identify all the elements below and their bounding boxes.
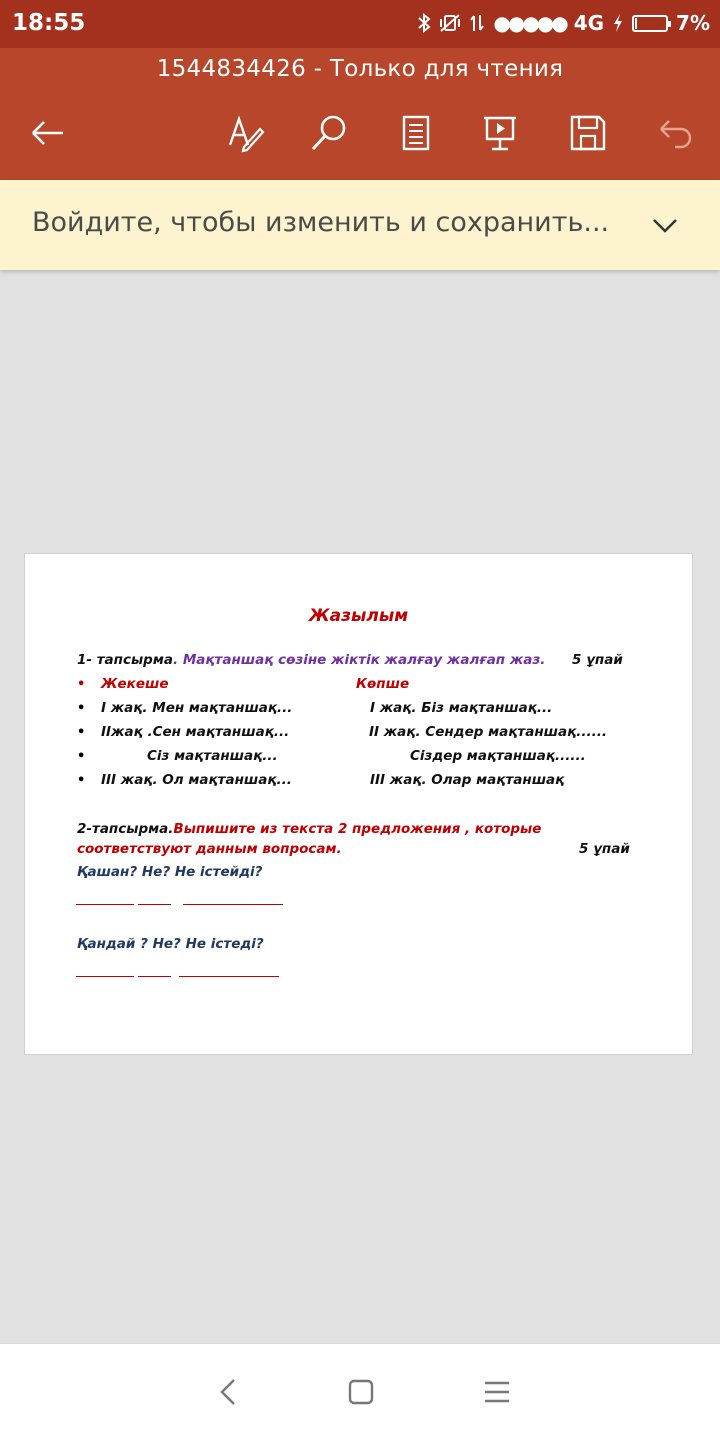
row2-plural: ІІ жақ. Сендер мақтаншақ...... [369, 724, 608, 740]
answer-blank [76, 904, 134, 905]
status-icons [417, 11, 710, 35]
bullet: • [77, 749, 86, 764]
col-plural-header: Көпше [356, 676, 410, 692]
task1-label: 1- тапсырма [77, 652, 173, 668]
back-nav-icon[interactable] [210, 1374, 246, 1410]
bullet: • [77, 701, 86, 716]
task2-points: 5 ұпай [579, 841, 630, 857]
search-button[interactable] [306, 110, 352, 156]
row3-plural: Сіздер мақтаншақ...... [410, 748, 586, 764]
status-bar [0, 0, 720, 48]
slide-title: Жазылым [308, 606, 409, 626]
edit-pen-icon [226, 113, 266, 153]
status-time: 18:55 [12, 10, 86, 36]
task2-instruction-line1: Выпишите из текста 2 предложения , которые [173, 821, 542, 837]
answer-blank [138, 904, 171, 905]
signal-dots-icon: ●●●●● [493, 11, 566, 35]
undo-button[interactable] [652, 110, 698, 156]
task2-instruction-line2: соответствуют данным вопросам. [77, 841, 342, 857]
chevron-down-icon[interactable] [650, 210, 680, 240]
task1-instruction: . Мақтаншақ сөзіне жіктік жалғау жалғап жаз. [172, 652, 546, 668]
vibrate-icon [439, 13, 461, 33]
back-button[interactable] [24, 110, 70, 156]
task2-label: 2-тапсырма. [77, 821, 174, 837]
app-bar [0, 48, 720, 180]
task1-points: 5 ұпай [572, 652, 623, 668]
col-singular-header: Жекеше [101, 676, 169, 692]
back-icon [27, 113, 67, 153]
answer-blank [76, 976, 134, 977]
question-2: Қандай ? Не? Не істеді? [77, 936, 264, 952]
question-1: Қашан? Не? Не істейді? [77, 864, 263, 880]
bullet: • [77, 773, 86, 788]
row3-singular: Сіз мақтаншақ... [147, 748, 278, 764]
bluetooth-icon [417, 13, 431, 33]
signin-banner[interactable] [0, 180, 720, 270]
slide [24, 553, 693, 1055]
save-button[interactable] [565, 110, 611, 156]
answer-blank [183, 904, 283, 905]
undo-icon [655, 113, 695, 153]
battery-icon [632, 15, 668, 32]
bullet: • [77, 677, 86, 692]
present-icon [480, 113, 520, 153]
home-nav-icon[interactable] [343, 1374, 379, 1410]
row2-singular: ІІжақ .Сен мақтаншақ... [101, 724, 290, 740]
task2-line [77, 821, 541, 837]
answer-blank [138, 976, 171, 977]
navigation-bar [0, 1343, 720, 1440]
row1-plural: І жақ. Біз мақтаншақ... [370, 700, 553, 716]
row1-singular: І жақ. Мен мақтаншақ... [101, 700, 293, 716]
outline-view-button[interactable] [393, 110, 439, 156]
battery-percent: 7% [676, 11, 710, 35]
row4-singular: ІІІ жақ. Ол мақтаншақ... [101, 772, 292, 788]
data-arrows-icon [469, 13, 485, 33]
network-type: 4G [573, 11, 605, 35]
signin-banner-text: Войдите, чтобы изменить и сохранить... [32, 207, 610, 238]
search-icon [309, 113, 349, 153]
answer-blank [179, 976, 279, 977]
bullet: • [77, 725, 86, 740]
task1-line [77, 652, 545, 668]
save-icon [568, 113, 608, 153]
menu-nav-icon[interactable] [479, 1374, 515, 1410]
present-button[interactable] [477, 110, 523, 156]
outline-view-icon [396, 113, 436, 153]
row4-plural: ІІІ жақ. Олар мақтаншақ [370, 772, 565, 788]
edit-button[interactable] [223, 110, 269, 156]
document-title: 1544834426 - Только для чтения [156, 56, 564, 82]
charging-icon [612, 13, 624, 33]
